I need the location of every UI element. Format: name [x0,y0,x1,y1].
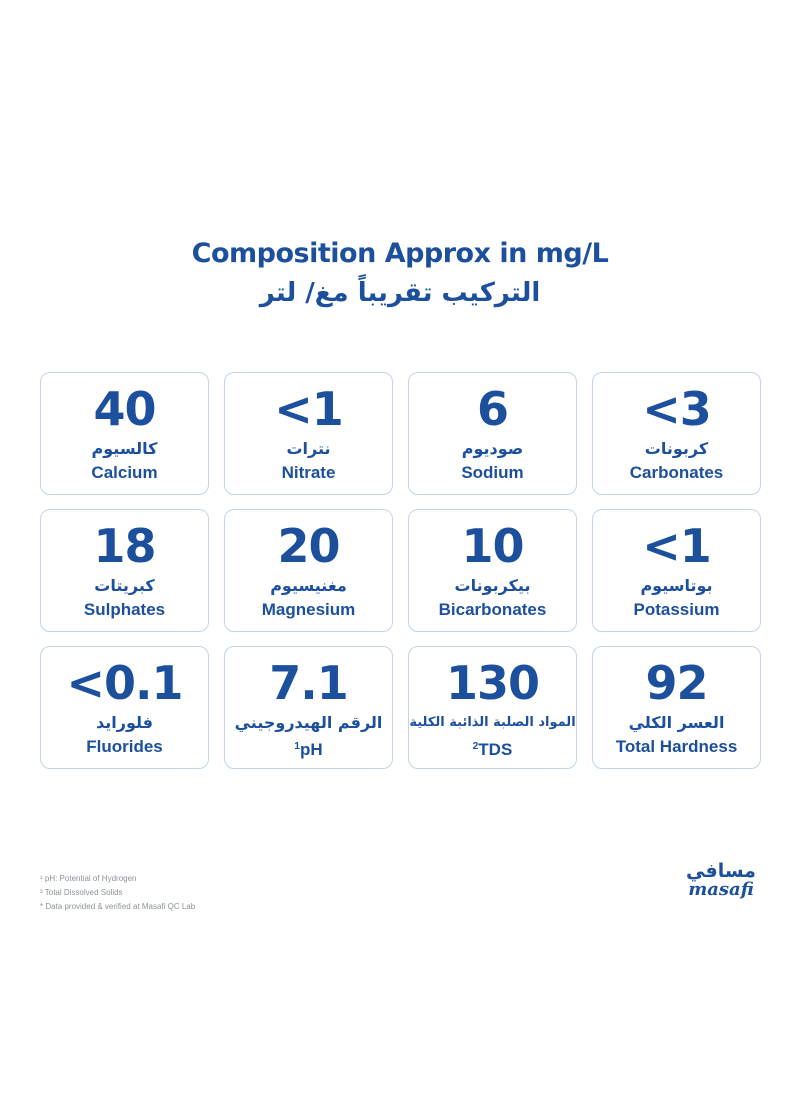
card-total-hardness [592,646,761,769]
footnotes [40,872,195,914]
card-label-arabic: المواد الصلبة الذائبة الكلية [409,715,576,730]
card-value: 6 [476,382,508,436]
card-potassium [592,509,761,632]
card-value: 18 [93,519,156,573]
card-label [282,462,336,484]
card-label [461,462,523,484]
card-label-arabic: كربونات [644,439,709,458]
card-value: <1 [642,519,711,573]
composition-grid [40,372,760,769]
card-label-arabic: كبريتات [94,576,155,595]
card-label-arabic: نترات [286,439,331,458]
card-label-arabic: مغنيسيوم [270,576,347,595]
card-label-text: Magnesium [261,600,356,619]
card-tds [408,646,577,769]
card-label [86,736,163,758]
card-label-text: Nitrate [281,463,336,482]
card-value: <3 [642,382,711,436]
card-label-arabic: بوتاسيوم [640,576,713,595]
card-label [262,599,356,621]
card-label-text: Potassium [633,600,720,619]
footnote-data-source: * Data provided & verified at Masafi QC Lab [40,902,196,911]
footnote-tds: ² Total Dissolved Solids [40,888,123,897]
card-label-arabic: الرقم الهيدروجيني [234,713,383,732]
card-label-text: pH [299,740,323,759]
card-bicarbonates [408,509,577,632]
page-title-arabic: التركيب تقريباً مغ/ لتر [259,278,541,308]
page-title: Composition Approx in mg/L [191,238,609,269]
card-label [630,462,724,484]
footnote-ph: ¹ pH: Potential of Hydrogen [40,874,137,883]
card-label-text: Sodium [461,463,524,482]
card-fluorides [40,646,209,769]
card-sulphates [40,509,209,632]
card-label-text: Bicarbonates [438,600,547,619]
logo-english: masafi [688,879,754,900]
card-label-text: Total Hardness [615,737,738,756]
card-label [439,599,547,621]
footnote-marker: 2 [472,741,479,752]
card-value: 10 [461,519,524,573]
card-label [294,736,322,761]
logo-arabic: مسافي [686,860,756,882]
card-label [84,599,165,621]
card-value: 92 [645,656,708,710]
card-nitrate [224,372,393,495]
card-magnesium [224,509,393,632]
card-value: <0.1 [66,656,183,710]
card-value: 130 [445,656,540,710]
card-label [473,736,513,761]
card-label-text: Calcium [91,463,158,482]
card-label-arabic: بيكربونات [454,576,531,595]
card-label [616,736,738,758]
card-label [634,599,720,621]
card-carbonates [592,372,761,495]
card-value: <1 [274,382,343,436]
masafi-logo [676,860,766,910]
card-calcium [40,372,209,495]
card-label-arabic: كالسيوم [91,439,158,458]
card-value: 40 [93,382,156,436]
footnote-marker: 1 [294,741,300,752]
card-label [91,462,157,484]
card-label-arabic: العسر الكلي [628,713,725,732]
card-label-arabic: فلورايد [96,713,153,732]
card-sodium [408,372,577,495]
card-ph [224,646,393,769]
card-label-arabic: صوديوم [461,439,524,458]
card-label-text: Sulphates [83,600,166,619]
card-label-text: Fluorides [86,737,163,756]
card-label-text: Carbonates [629,463,724,482]
card-value: 7.1 [269,656,348,710]
card-label-text: TDS [478,740,513,759]
card-value: 20 [277,519,340,573]
